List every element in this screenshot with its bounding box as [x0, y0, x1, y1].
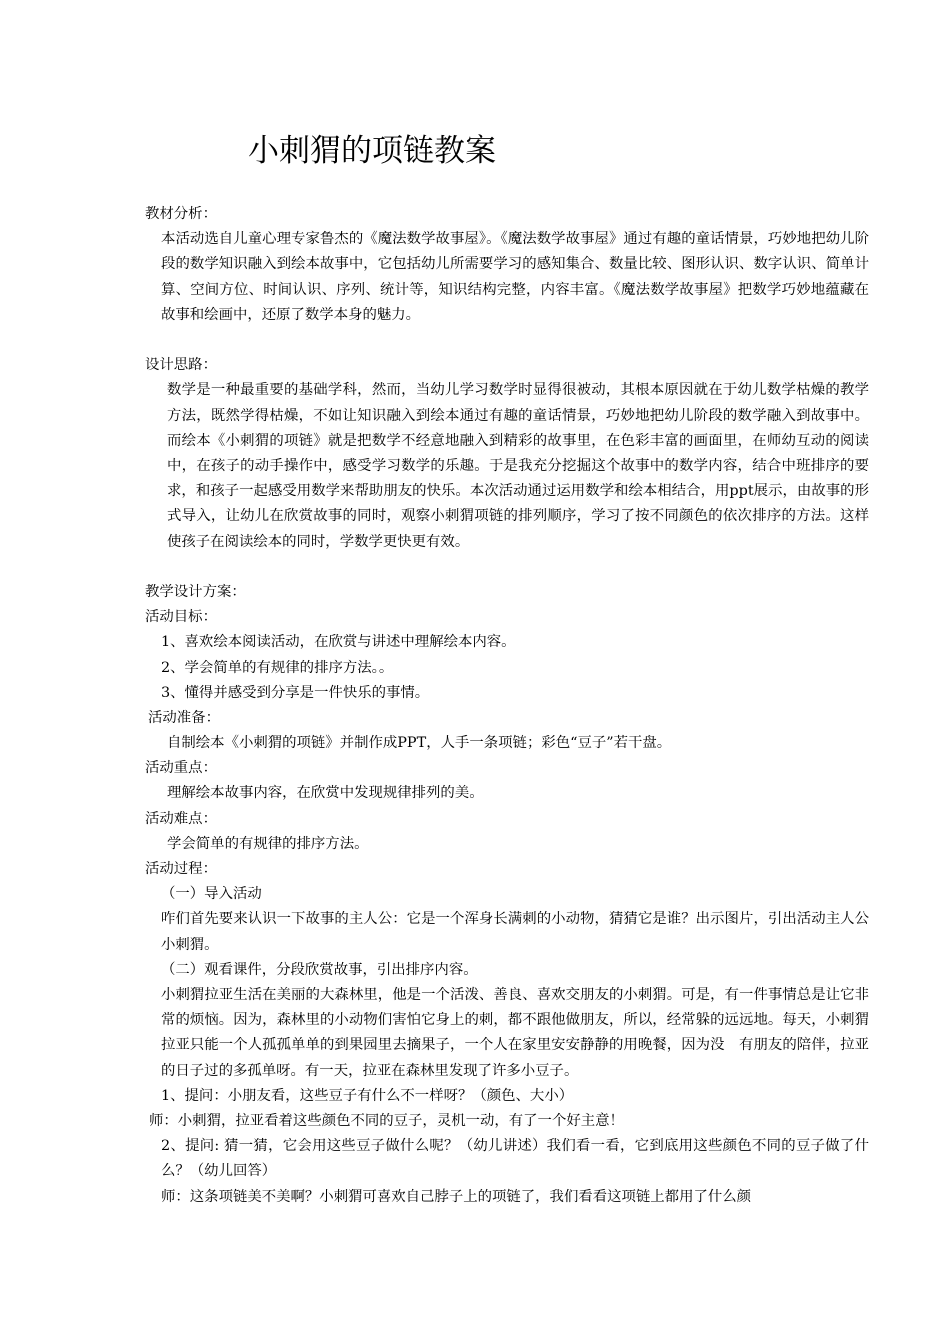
- step-heading: （一）导入活动: [161, 886, 262, 903]
- page-title: 小刺猬的项链教案: [248, 133, 496, 169]
- section-heading-plan: 教学设计方案：: [145, 583, 246, 600]
- paragraph-step-2: 小刺猬拉亚生活在美丽的大森林里，他是一个活泼、善良、喜欢交朋友的小刺猬。可是，有一件事情总是让它非常的烦恼。因为，森林里的小动物们害怕它身上的刺，都不跟他做朋友，所以，经常躲的远远地。每天，小刺猬拉亚只能一个人孤孤单单的到果园里去摘果子，一个人在家里安安静静的用晚餐，因为没 有朋友的陪伴，拉亚的日子过的多孤单呀。有一天，拉亚在森林里发现了许多小豆子。: [161, 987, 869, 1079]
- section-heading-difficulty: 活动难点：: [145, 810, 217, 827]
- section-heading-prep: 活动准备：: [148, 709, 220, 726]
- question-item: 2、提问: 猜一猜，它会用这些豆子做什么呢？（幼儿讲述）我们看一看，它到底用这些颜色不同的豆子做了什么？（幼儿回答）: [161, 1138, 869, 1180]
- goal-item: 1、喜欢绘本阅读活动，在欣赏与讲述中理解绘本内容。: [161, 634, 516, 651]
- teacher-line: 师：这条项链美不美啊？小刺猬可喜欢自己脖子上的项链了，我们看看这项链上都用了什么颜: [161, 1188, 752, 1205]
- paragraph-difficulty: 学会简单的有规律的排序方法。: [167, 835, 369, 852]
- teacher-line: 师：小刺猬，拉亚看着这些颜色不同的豆子，灵机一动，有了一个好主意！: [149, 1113, 624, 1130]
- paragraph-design: 数学是一种最重要的基础学科，然而，当幼儿学习数学时显得很被动，其根本原因就在于幼儿数学枯燥的教学方法，既然学得枯燥，不如让知识融入到绘本通过有趣的童话情景，巧妙地把幼儿阶段的数学融入到故事中。而绘本《小刺猬的项链》就是把数学不经意地融入到精彩的故事里，在色彩丰富的画面里，在师幼互动的阅读中，在孩子的动手操作中，感受学习数学的乐趣。于是我充分挖掘这个故事中的数学内容，结合中班排序的要求，和孩子一起感受用数学来帮助朋友的快乐。本次活动通过运用数学和绘本相结合，用ppt展示，由故事的形式导入，让幼儿在欣赏故事的同时，观察小刺猬项链的排列顺序，学习了按不同颜色的依次排序的方法。这样使孩子在阅读绘本的同时，学数学更快更有效。: [167, 382, 869, 550]
- spacer: [145, 555, 869, 580]
- section-heading-goals: 活动目标：: [145, 609, 217, 626]
- spacer: [145, 328, 869, 353]
- section-heading-key: 活动重点：: [145, 760, 217, 777]
- step-heading: （二）观看课件，分段欣赏故事，引出排序内容。: [161, 961, 478, 978]
- section-heading-process: 活动过程：: [145, 861, 217, 878]
- goal-item: 2、学会简单的有规律的排序方法。。: [161, 659, 394, 676]
- paragraph-step-1: 咋们首先要来认识一下故事的主人公：它是一个浑身长满刺的小动物，猜猜它是谁？出示图片，引出活动主人公小刺猬。: [161, 911, 869, 953]
- section-heading-material: 教材分析：: [145, 206, 217, 222]
- paragraph-key: 理解绘本故事内容，在欣赏中发现规律排列的美。: [167, 785, 484, 802]
- paragraph-prep: 自制绘本《小刺猬的项链》并制作成PPT，人手一条项链；彩色“豆子”若干盘。: [167, 735, 672, 752]
- question-item: 1、提问：小朋友看，这些豆子有什么不一样呀？（颜色、大小）: [161, 1087, 574, 1104]
- goal-item: 3、懂得并感受到分享是一件快乐的事情。: [161, 684, 430, 701]
- section-heading-design: 设计思路：: [145, 357, 217, 374]
- document-body: [145, 202, 869, 1210]
- paragraph-material: 本活动选自儿童心理专家鲁杰的《魔法数学故事屋》。《魔法数学故事屋》通过有趣的童话情景，巧妙地把幼儿阶段的数学知识融入到绘本故事中，它包括幼儿所需要学习的感知集合、数量比较、图形认识、数字认识、简单计算、空间方位、时间认识、序列、统计等，知识结构完整，内容丰富。《魔法数学故事屋》把数学巧妙地蕴藏在故事和绘画中，还原了数学本身的魅力。: [161, 231, 869, 323]
